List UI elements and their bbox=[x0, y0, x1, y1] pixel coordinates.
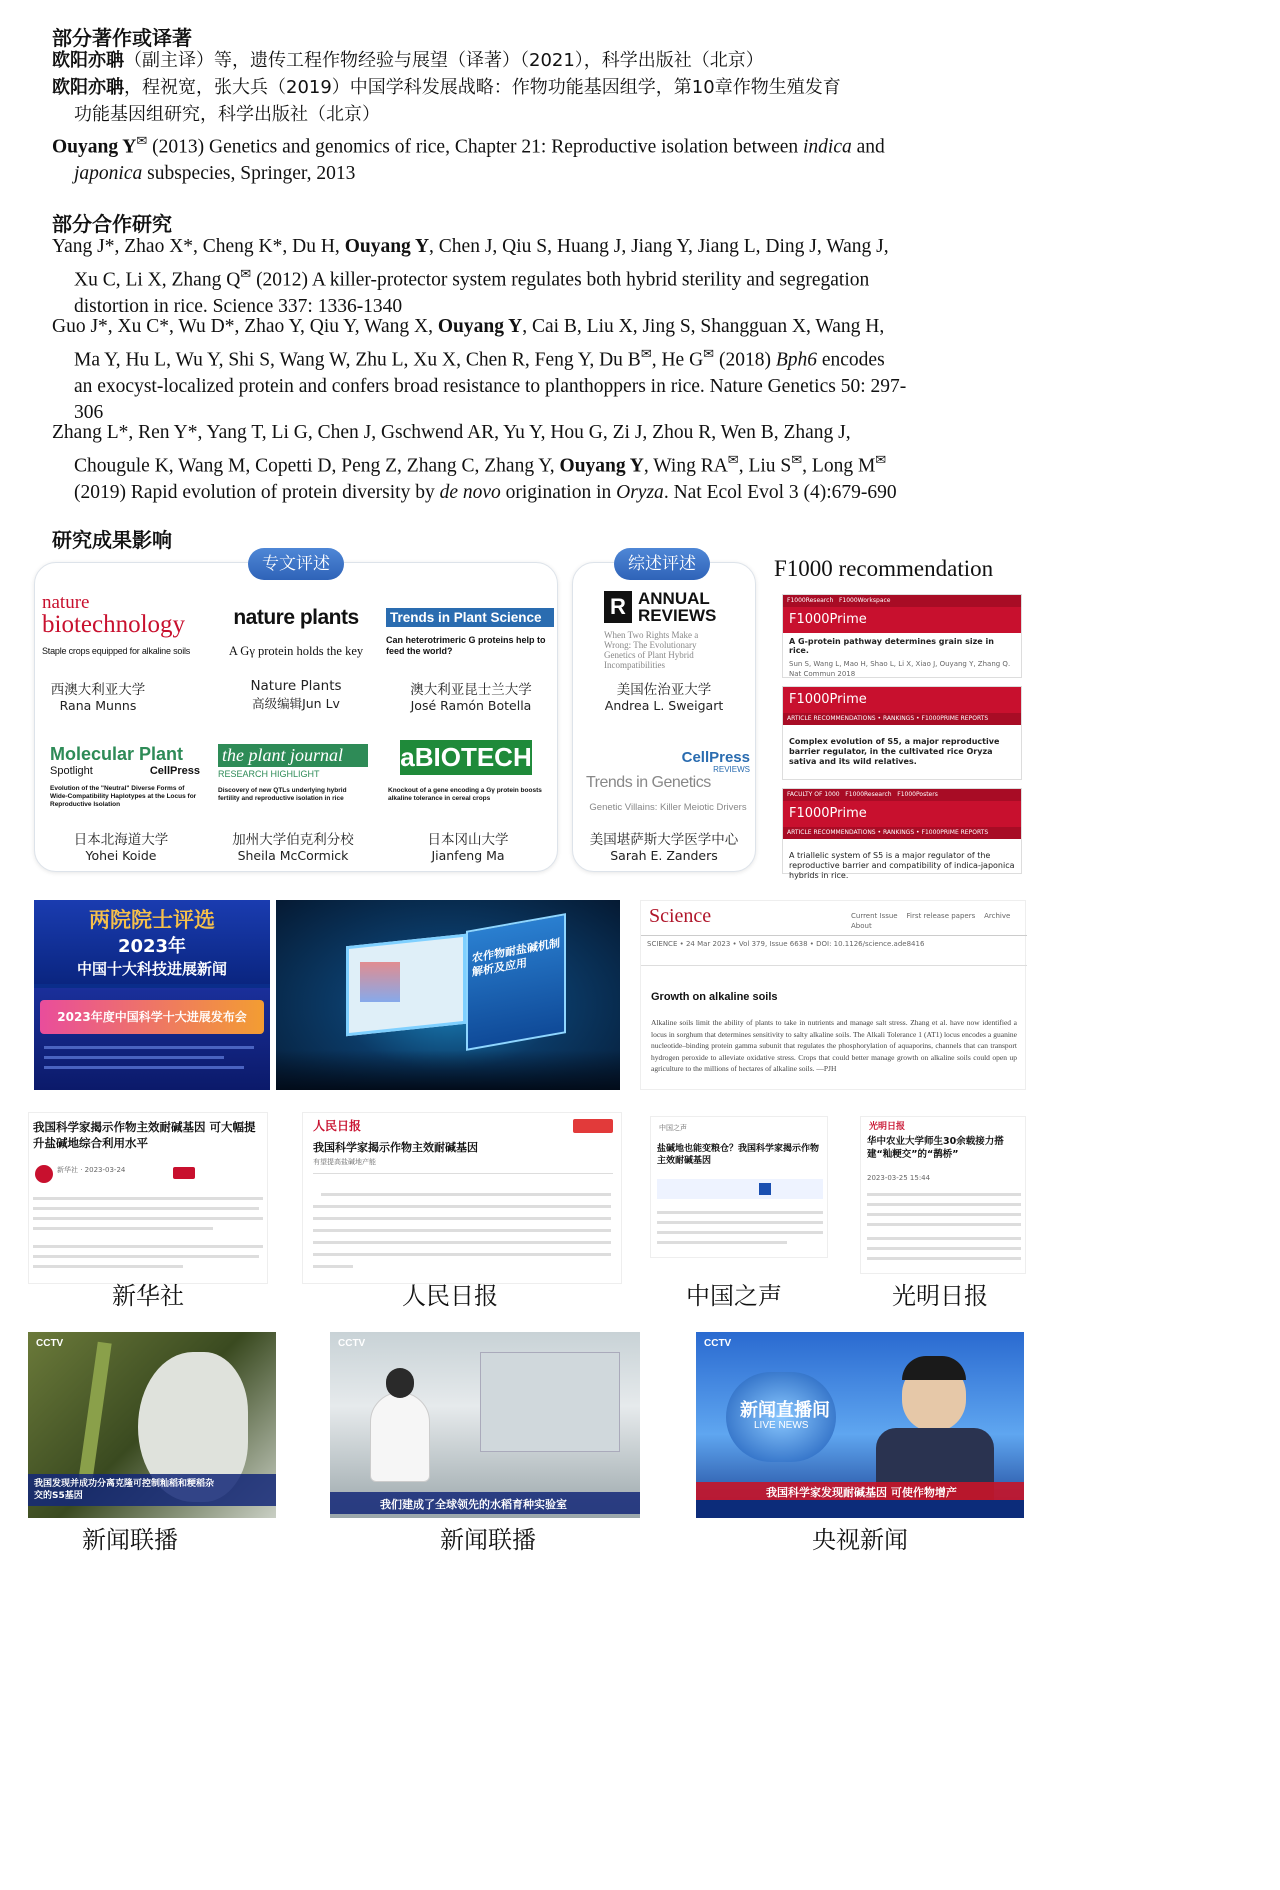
review-cell-1: 西澳大利亚大学 Rana Munns bbox=[50, 682, 146, 713]
top10-banner: 两院院士评选 2023年 中国十大科技进展新闻 2023年度中国科学十大进展发布会 bbox=[34, 900, 270, 1090]
review-cell-annual: 美国佐治亚大学 Andrea L. Sweigart bbox=[604, 682, 724, 713]
f1000-card-3: FACULTY OF 1000 F1000Research F1000Posters F1000Prime ARTICLE RECOMMENDATIONS • RANKINGS • F1000PRIME REPORTS A triallelic system of S5 is a major regulator of the reproductive barrier and compatibility of indica-japonica hybrids in rice. bbox=[782, 788, 1022, 874]
caption-zgzs: 中国之声 bbox=[686, 1282, 782, 1310]
trends-genetics-logo: CellPress REVIEWS Trends in Genetics Genetic Villains: Killer Meiotic Drivers bbox=[586, 749, 750, 813]
envelope-icon: ✉ bbox=[136, 133, 148, 148]
collab-entry-2: Guo J*, Xu C*, Wu D*, Zhao Y, Qiu Y, Wang X, Ouyang Y, Cai B, Liu X, Jing S, Shangguan X, Wang H, Ma Y, Hu L, Wu Y, Shi S, Wang W, Zhu L, Xu X, Chen R, Feng Y, Du B✉, He G✉ (2018) Bph6 encodes an exocyst-localized protein and confers broad resistance to planthoppers in rice. Nature Genetics 50: 297- 306 bbox=[52, 316, 907, 423]
review-cell-4: 日本北海道大学 Yohei Koide bbox=[73, 832, 169, 863]
review-cell-2: Nature Plants 高级编辑Jun Lv bbox=[250, 678, 342, 711]
f1000-label: F1000 recommendation bbox=[774, 556, 994, 581]
plant-journal-logo: the plant journal RESEARCH HIGHLIGHT Discovery of new QTLs underlying hybrid fertility and reproductive isolation in rice bbox=[218, 744, 368, 803]
work-3-author: Ouyang Y bbox=[52, 136, 137, 158]
caption-xinhua: 新华社 bbox=[112, 1282, 184, 1310]
tv-screenshot-2: CCTV 我们建成了全球领先的水稻育种实验室 bbox=[330, 1332, 640, 1518]
work-1-author: 欧阳亦聃 bbox=[52, 50, 124, 71]
work-entry-2 bbox=[52, 75, 1018, 128]
caption-guangming: 光明日报 bbox=[892, 1282, 988, 1310]
tv-screenshot-3: 新闻直播间 LIVE NEWS CCTV 我国科学家发现耐碱基因 可使作物增产 bbox=[696, 1332, 1024, 1518]
caption-tv3: 央视新闻 bbox=[812, 1526, 908, 1554]
collab-entry-1: Yang J*, Zhao X*, Cheng K*, Du H, Ouyang Y, Chen J, Qiu S, Huang J, Jiang Y, Jiang L, Ding J, Wang J, Xu C, Li X, Zhang Q✉ (2012) A killer-protector system regulates both hybrid sterility and segregation distortion in rice. Science 337: 1336-1340 bbox=[52, 236, 889, 317]
molecular-plant-logo: Molecular Plant Spotlight CellPress Evolution of the "Neutral" Diverse Forms of Wide-Compatibility Haplotypes at the Locus for Reproductive Isolation bbox=[50, 744, 200, 808]
collab-entry-3: Zhang L*, Ren Y*, Yang T, Li G, Chen J, Gschwend AR, Yu Y, Hou G, Zi J, Zhou R, Wen B, Zhang J, Chougule K, Wang M, Copetti D, Peng Z, Zhang C, Zhang Y, Ouyang Y, Wing RA✉, Liu S✉, Long M✉ (2019) Rapid evolution of protein diversity by de novo origination in Oryza. Nat Ecol Evol 3 (4):679-690 bbox=[52, 422, 897, 503]
science-article: Science Current Issue First release papers Archive About SCIENCE • 24 Mar 2023 • Vol 379, Issue 6638 • DOI: 10.1126/science.ade8416 Growth on alkaline soils Alkaline soils limit the ability of plants to take in nutrients and manage salt stress. Zhang et al. have now identified a locus in sorghum that determines sensitivity to salty alkaline soils. The Alkali Tolerance 1 (AT1) locus encodes a guanine nucleotide–binding protein gamma subunit that regulates the phosphorylation of aquaporins, channels that can transport hydrogen peroxide to alleviate oxidative stress. Crops that could better manage growth on alkaline soils could open up agriculture to the millions of hectares of alkaline soils. —PJH bbox=[640, 900, 1026, 1090]
envelope-icon: ✉ bbox=[640, 345, 652, 361]
work-2-text-a: ，程祝宽，张大兵（2019）中国学科发展战略：作物功能基因组学，第10章作物生殖发育 bbox=[124, 77, 841, 98]
annual-reviews-logo: R ANNUAL REVIEWS When Two Rights Make a Wrong: The Evolutionary Genetics of Plant Hybrid Incompatibilities bbox=[604, 589, 717, 670]
review-cell-6: 日本冈山大学 Jianfeng Ma bbox=[427, 832, 509, 863]
review-cell-3: 澳大利亚昆士兰大学 José Ramón Botella bbox=[410, 682, 532, 713]
review-cell-trends-genetics: 美国堪萨斯大学医学中心 Sarah E. Zanders bbox=[589, 832, 739, 863]
trends-plant-science-logo: Trends in Plant Science Can heterotrimeric G proteins help to feed the world? bbox=[386, 608, 554, 657]
review-cell-5: 加州大学伯克利分校 Sheila McCormick bbox=[232, 832, 354, 863]
renmin-clipping: 人民日报 我国科学家揭示作物主效耐碱基因 有望提高盐碱地产能 bbox=[302, 1112, 622, 1284]
zgzs-clipping: 中国之声 盐碱地也能变粮仓？我国科学家揭示作物主效耐碱基因 bbox=[650, 1116, 828, 1258]
envelope-icon: ✉ bbox=[240, 265, 252, 281]
special-review-label: 专文评述 bbox=[248, 548, 344, 580]
guangming-clipping: 光明日报 华中农业大学师生30余载接力搭建“籼粳交”的“鹊桥” 2023-03-25 15:44 bbox=[860, 1116, 1026, 1274]
tv-screenshot-1: CCTV 我国发现并成功分离克隆可控制籼稻和粳稻杂交的S5基因 bbox=[28, 1332, 276, 1518]
envelope-icon: ✉ bbox=[703, 345, 715, 361]
review-label: 综述评述 bbox=[614, 548, 710, 580]
nature-biotechnology-logo: nature biotechnology Staple crops equipped for alkaline soils bbox=[42, 592, 191, 656]
nature-plants-logo: nature plants A Gγ protein holds the key bbox=[228, 606, 364, 658]
press-conference-stage: 农作物耐盐碱机制解析及应用 bbox=[276, 900, 620, 1090]
work-entry-1 bbox=[52, 48, 1018, 75]
impact-section-title: 研究成果影响 bbox=[52, 528, 172, 552]
caption-tv2: 新闻联播 bbox=[440, 1526, 536, 1554]
works-section-title: 部分著作或译著 bbox=[52, 26, 192, 50]
envelope-icon: ✉ bbox=[791, 451, 803, 467]
work-entry-3: Ouyang Y✉ (2013) Genetics and genomics of rice, Chapter 21: Reproductive isolation between indica and japonica subspecies, Springer, 2013 bbox=[52, 133, 885, 184]
envelope-icon: ✉ bbox=[727, 451, 739, 467]
abiotech-logo: aBIOTECH Knockout of a gene encoding a Gγ protein boosts alkaline tolerance in cereal crops bbox=[388, 742, 542, 802]
f1000-card-1: F1000Research F1000Workspace F1000Prime A G-protein pathway determines grain size in rice. Sun S, Wang L, Mao H, Shao L, Li X, Xiao J, Ouyang Y, Zhang Q. Nat Commun 2018 bbox=[782, 594, 1022, 678]
caption-tv1: 新闻联播 bbox=[82, 1526, 178, 1554]
f1000-card-2: F1000Prime ARTICLE RECOMMENDATIONS • RANKINGS • F1000PRIME REPORTS Complex evolution of S5, a major reproductive barrier regulator, in the cultivated rice Oryza sativa and its wild relatives. bbox=[782, 686, 1022, 780]
collab-section-title: 部分合作研究 bbox=[52, 212, 172, 236]
work-1-text: （副主译）等，遗传工程作物经验与展望（译著）（2021），科学出版社（北京） bbox=[124, 50, 764, 71]
caption-renmin: 人民日报 bbox=[402, 1282, 498, 1310]
xinhua-clipping: 我国科学家揭示作物主效耐碱基因 可大幅提升盐碱地综合利用水平 新华社 · 2023-03-24 bbox=[28, 1112, 268, 1284]
envelope-icon: ✉ bbox=[875, 451, 887, 467]
work-2-text-b: 功能基因组研究，科学出版社（北京） bbox=[74, 103, 380, 125]
work-2-author: 欧阳亦聃 bbox=[52, 77, 124, 98]
